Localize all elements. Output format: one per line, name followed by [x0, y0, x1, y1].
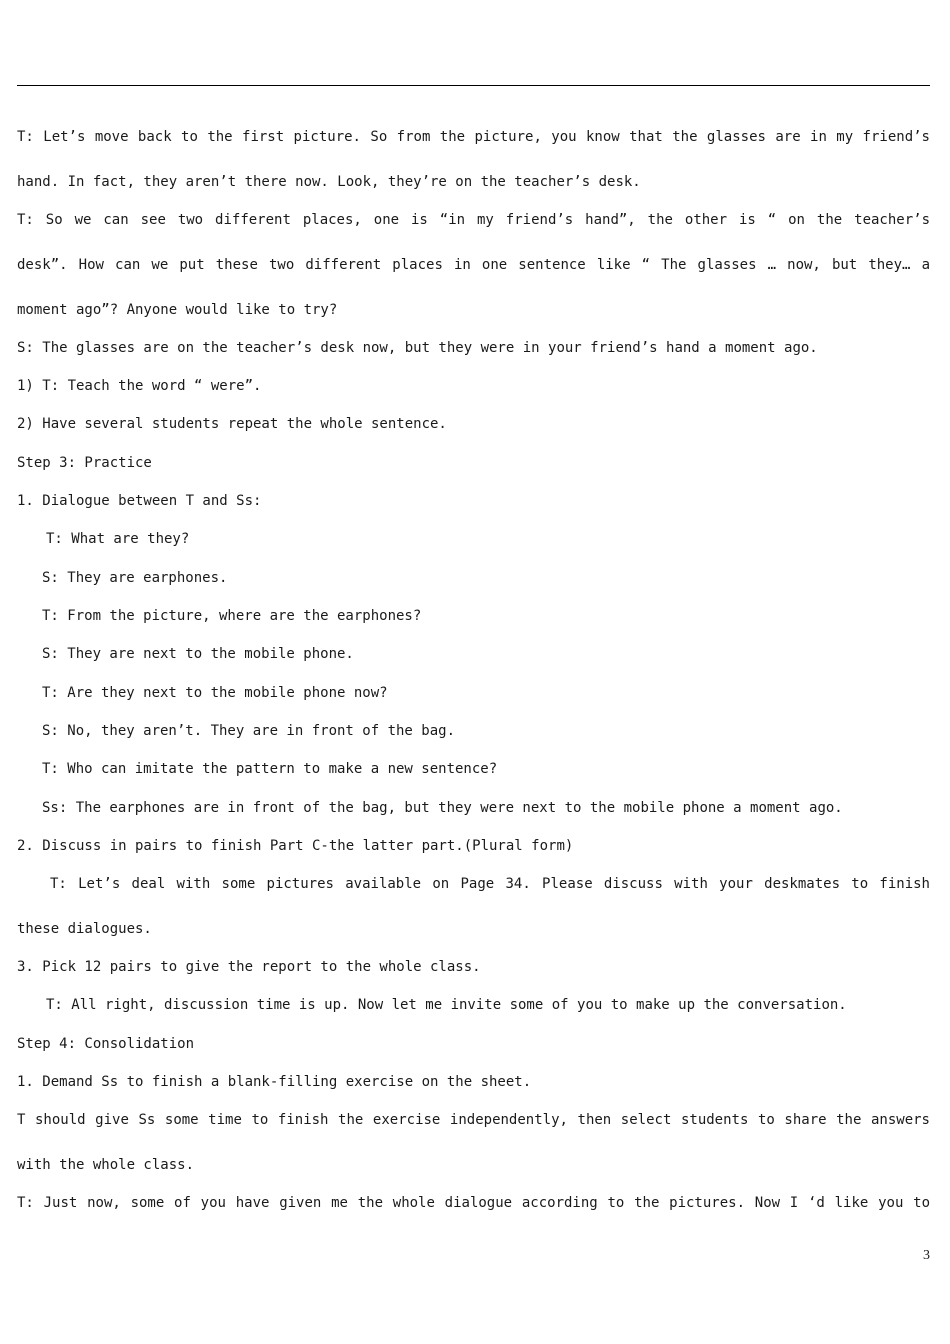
text-line: T: So we can see two different places, one is “in my friend’s hand”, the other is “ on the teacher’s [17, 212, 930, 228]
dialogue-line: Ss: The earphones are in front of the bag, but they were next to the mobile phone a moment ago. [42, 800, 843, 816]
list-item: 1. Demand Ss to finish a blank-filling exercise on the sheet. [17, 1074, 532, 1090]
dialogue-line: T: Let’s deal with some pictures available on Page 34. Please discuss with your deskmates to finish [50, 876, 930, 892]
text-line: these dialogues. [17, 921, 152, 937]
text-line: T: Let’s move back to the first picture. So from the picture, you know that the glasses are in my friend’s [17, 129, 930, 145]
dialogue-line: T: What are they? [46, 531, 190, 547]
text-line: moment ago”? Anyone would like to try? [17, 302, 338, 318]
list-item: 1) T: Teach the word “ were”. [17, 378, 262, 394]
step-heading: Step 4: Consolidation [17, 1036, 195, 1052]
dialogue-line: S: They are earphones. [42, 570, 228, 586]
text-line: with the whole class. [17, 1157, 195, 1173]
list-item: 2) Have several students repeat the whole sentence. [17, 416, 447, 432]
text-line: T should give Ss some time to finish the exercise independently, then select students to share the answers [17, 1112, 930, 1128]
step-heading: Step 3: Practice [17, 455, 152, 471]
text-line: T: Just now, some of you have given me the whole dialogue according to the pictures. Now I ‘d like you to [17, 1195, 930, 1211]
dialogue-line: T: Are they next to the mobile phone now? [42, 685, 388, 701]
text-line: hand. In fact, they aren’t there now. Look, they’re on the teacher’s desk. [17, 174, 641, 190]
text-line: S: The glasses are on the teacher’s desk now, but they were in your friend’s hand a moment ago. [17, 340, 818, 356]
list-item: 1. Dialogue between T and Ss: [17, 493, 262, 509]
dialogue-line: T: Who can imitate the pattern to make a new sentence? [42, 761, 498, 777]
dialogue-line: S: They are next to the mobile phone. [42, 646, 354, 662]
list-item: 3. Pick 12 pairs to give the report to the whole class. [17, 959, 481, 975]
page-number: 3 [923, 1248, 930, 1263]
header-rule [17, 85, 930, 86]
dialogue-line: S: No, they aren’t. They are in front of the bag. [42, 723, 456, 739]
text-line: desk”. How can we put these two different places in one sentence like “ The glasses … now, but they… a [17, 257, 930, 273]
list-item: 2. Discuss in pairs to finish Part C-the latter part.(Plural form) [17, 838, 574, 854]
dialogue-line: T: From the picture, where are the earphones? [42, 608, 422, 624]
dialogue-line: T: All right, discussion time is up. Now let me invite some of you to make up the conversation. [46, 997, 847, 1013]
